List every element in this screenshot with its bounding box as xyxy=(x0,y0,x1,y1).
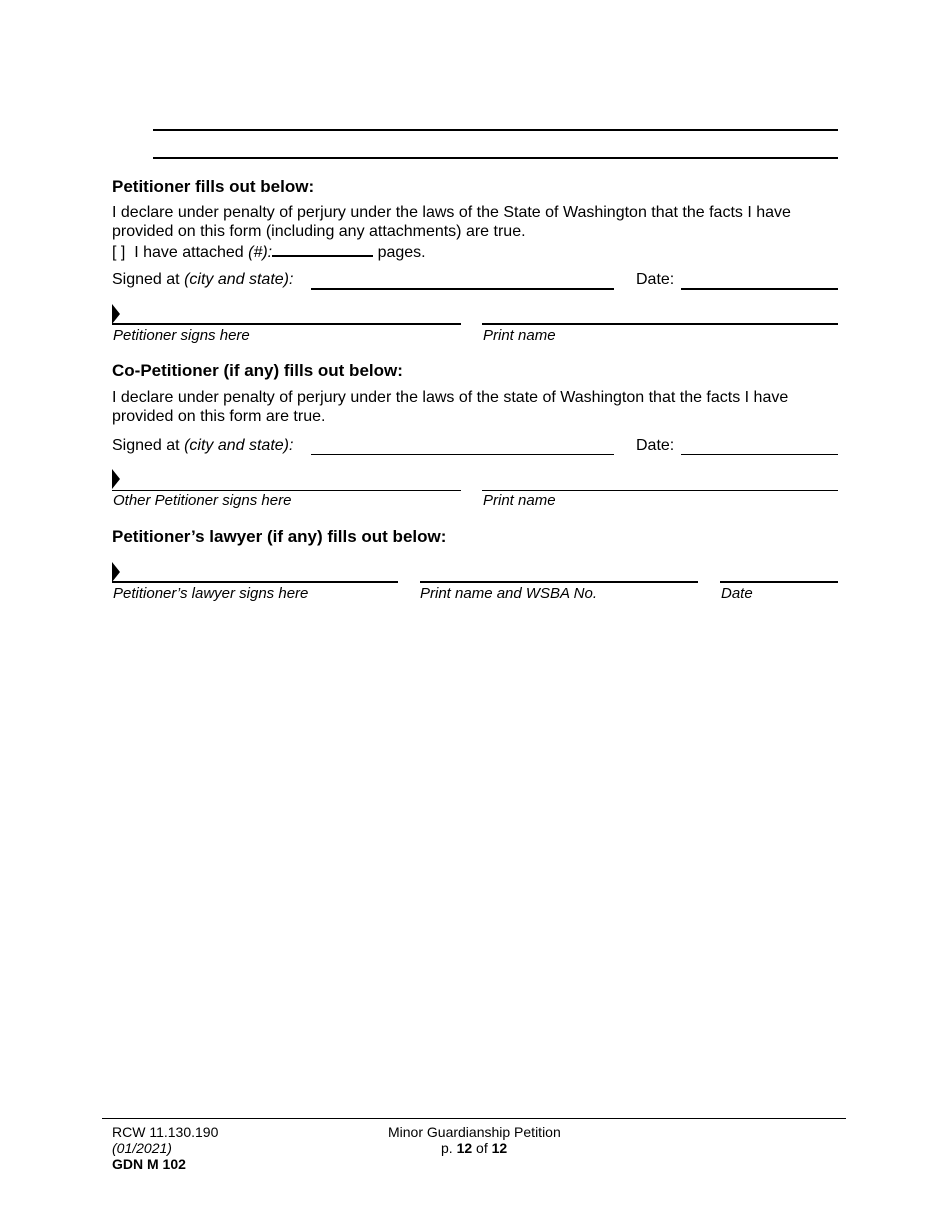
lawyer-heading: Petitioner’s lawyer (if any) fills out below: xyxy=(112,527,447,546)
petitioner-print-name-caption: Print name xyxy=(483,327,556,344)
co-petitioner-signature-field[interactable] xyxy=(112,490,461,491)
attachments-pages-label: pages. xyxy=(377,244,426,261)
footer-rcw: RCW 11.130.190 xyxy=(112,1124,219,1140)
petitioner-signed-at-label: Signed at (city and state): xyxy=(112,271,294,288)
co-petitioner-print-name-caption: Print name xyxy=(483,492,556,509)
attachments-checkbox[interactable]: [ ] xyxy=(112,244,126,261)
attachments-count-field[interactable] xyxy=(272,241,373,257)
footer-divider xyxy=(102,1118,846,1119)
lawyer-signature-field[interactable] xyxy=(112,581,398,583)
lawyer-date-field[interactable] xyxy=(720,581,838,583)
lawyer-date-caption: Date xyxy=(721,585,753,602)
co-petitioner-signed-at-field[interactable] xyxy=(311,436,614,455)
co-petitioner-signs-here-caption: Other Petitioner signs here xyxy=(113,492,292,509)
petitioner-signature-arrow-icon xyxy=(112,304,120,324)
petitioner-signature-field[interactable] xyxy=(112,323,461,325)
lawyer-print-name-caption: Print name and WSBA No. xyxy=(420,585,598,602)
co-petitioner-heading: Co-Petitioner (if any) fills out below: xyxy=(112,361,403,380)
attachments-count-hint: (#): xyxy=(248,244,273,261)
continuation-line-2 xyxy=(153,157,838,159)
petitioner-date-field[interactable] xyxy=(681,270,838,290)
co-petitioner-declaration: I declare under penalty of perjury under the laws of the state of Washington that the facts I have provided on this form are true. xyxy=(112,389,789,425)
co-petitioner-print-name-field[interactable] xyxy=(482,490,838,491)
attachments-label: I have attached xyxy=(134,244,244,261)
co-petitioner-signature-arrow-icon xyxy=(112,469,120,489)
petitioner-signed-at-field[interactable] xyxy=(311,270,614,290)
petitioner-heading: Petitioner fills out below: xyxy=(112,177,315,196)
petitioner-signs-here-caption: Petitioner signs here xyxy=(113,327,250,344)
continuation-line-1 xyxy=(153,129,838,131)
footer-page-number: p. 12 of 12 xyxy=(441,1140,508,1156)
footer-form-code: GDN M 102 xyxy=(112,1156,186,1172)
footer-revision: (01/2021) xyxy=(112,1140,172,1156)
lawyer-signs-here-caption: Petitioner’s lawyer signs here xyxy=(113,585,309,602)
footer-form-title: Minor Guardianship Petition xyxy=(388,1124,561,1140)
petitioner-print-name-field[interactable] xyxy=(482,323,838,325)
petitioner-declaration: I declare under penalty of perjury under the laws of the State of Washington that the facts I have provided on this form (including any attachments) are true. xyxy=(112,204,791,240)
co-petitioner-date-label: Date: xyxy=(636,437,675,454)
lawyer-print-name-field[interactable] xyxy=(420,581,698,583)
co-petitioner-signed-at-label: Signed at (city and state): xyxy=(112,437,294,454)
attachments-row xyxy=(112,241,426,262)
lawyer-signature-arrow-icon xyxy=(112,562,120,582)
petitioner-date-label: Date: xyxy=(636,271,675,288)
co-petitioner-date-field[interactable] xyxy=(681,436,838,455)
